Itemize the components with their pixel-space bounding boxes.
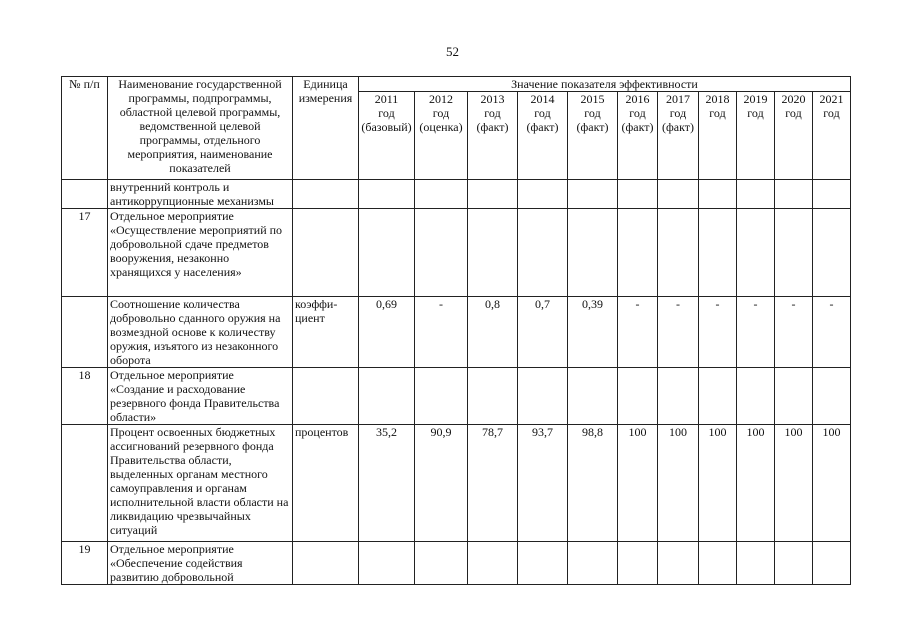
header-name: Наименование государственной программы, подпрограммы, областной целевой программы, ведомственной целевой программы, отдельного мероприятия, наименование показателей [108, 77, 293, 180]
row-value-2013 [468, 180, 518, 209]
row-value-2019 [737, 368, 775, 425]
row-value-2011 [359, 209, 415, 297]
row-name: Процент освоенных бюджетных ассигнований резервного фонда Правительства области, выделенных органам местного самоуправления и органам исполнительной власти области на ликвидацию чрезвычайных ситуаций [108, 425, 293, 542]
row-num [62, 425, 108, 542]
row-value-2015: 0,39 [568, 297, 618, 368]
header-year-2013 [468, 92, 518, 180]
row-value-2020 [775, 542, 813, 585]
header-year-l1: год [629, 106, 646, 120]
header-year-2017 [658, 92, 699, 180]
header-year-2021 [813, 92, 851, 180]
row-value-2017: 100 [658, 425, 699, 542]
row-value-2013 [468, 542, 518, 585]
row-value-2018: - [699, 297, 737, 368]
row-num: 17 [62, 209, 108, 297]
row-num: 19 [62, 542, 108, 585]
row-unit [293, 180, 359, 209]
table-row [62, 368, 851, 425]
row-value-2014 [518, 368, 568, 425]
header-year-2019 [737, 92, 775, 180]
row-value-2014 [518, 209, 568, 297]
row-value-2021 [813, 368, 851, 425]
row-value-2018 [699, 542, 737, 585]
header-year-2018 [699, 92, 737, 180]
header-unit: Единица измерения [293, 77, 359, 180]
row-value-2015 [568, 542, 618, 585]
header-year-l2: (факт) [476, 120, 509, 134]
row-value-2020: 100 [775, 425, 813, 542]
row-unit [293, 542, 359, 585]
row-value-2021 [813, 209, 851, 297]
header-year-l1: год [378, 106, 395, 120]
row-unit: процентов [293, 425, 359, 542]
row-value-2015: 98,8 [568, 425, 618, 542]
row-value-2012 [415, 209, 468, 297]
row-value-2012 [415, 368, 468, 425]
header-group: Значение показателя эффективности [359, 77, 851, 92]
row-value-2018 [699, 368, 737, 425]
row-name: Соотношение количества добровольно сданного оружия на возмездной основе к количеству оружия, изъятого из незаконного оборота [108, 297, 293, 368]
row-name: Отдельное мероприятие «Создание и расходование резервного фонда Правительства области» [108, 368, 293, 425]
header-year-year: 2018 [705, 92, 730, 106]
indicator-table [61, 76, 851, 585]
row-value-2013 [468, 209, 518, 297]
header-year-2020 [775, 92, 813, 180]
row-num [62, 297, 108, 368]
row-value-2015 [568, 180, 618, 209]
header-year-2014 [518, 92, 568, 180]
table-row [62, 542, 851, 585]
header-year-2011 [359, 92, 415, 180]
row-name: Отдельное мероприятие «Осуществление мероприятий по добровольной сдаче предметов вооружения, незаконно хранящихся у населения» [108, 209, 293, 297]
header-year-l2: (факт) [621, 120, 654, 134]
row-value-2019 [737, 542, 775, 585]
row-value-2018: 100 [699, 425, 737, 542]
row-value-2021 [813, 542, 851, 585]
row-value-2021: 100 [813, 425, 851, 542]
row-num [62, 180, 108, 209]
table-row [62, 297, 851, 368]
header-year-l1: год [534, 106, 551, 120]
row-value-2019 [737, 180, 775, 209]
row-value-2011 [359, 368, 415, 425]
header-year-year: 2016 [625, 92, 650, 106]
row-value-2011 [359, 542, 415, 585]
header-year-year: 2012 [429, 92, 453, 106]
header-year-2016 [618, 92, 658, 180]
row-value-2012: - [415, 297, 468, 368]
row-value-2019: 100 [737, 425, 775, 542]
row-value-2011: 0,69 [359, 297, 415, 368]
row-value-2017: - [658, 297, 699, 368]
row-value-2014: 93,7 [518, 425, 568, 542]
row-value-2020 [775, 368, 813, 425]
row-value-2020: - [775, 297, 813, 368]
row-value-2016 [618, 209, 658, 297]
row-value-2017 [658, 180, 699, 209]
row-value-2016: 100 [618, 425, 658, 542]
row-value-2016 [618, 542, 658, 585]
row-value-2011 [359, 180, 415, 209]
header-year-year: 2017 [666, 92, 690, 106]
row-value-2019 [737, 209, 775, 297]
row-value-2016: - [618, 297, 658, 368]
row-value-2012 [415, 180, 468, 209]
header-year-l1: год [432, 106, 450, 120]
row-unit: коэффи-циент [293, 297, 359, 368]
header-year-l1: год [484, 106, 501, 120]
page-number: 52 [446, 44, 459, 59]
row-value-2016 [618, 368, 658, 425]
header-year-l2: (факт) [526, 120, 559, 134]
row-value-2014: 0,7 [518, 297, 568, 368]
header-year-l2: (оценка) [419, 120, 463, 134]
table-row [62, 180, 851, 209]
row-value-2020 [775, 180, 813, 209]
row-value-2014 [518, 542, 568, 585]
header-year-l1: год [709, 106, 726, 120]
row-name: внутренний контроль и антикоррупционные механизмы [108, 180, 293, 209]
row-value-2012 [415, 542, 468, 585]
row-value-2015 [568, 209, 618, 297]
header-year-year: 2019 [743, 92, 768, 106]
header-row-1 [62, 77, 851, 92]
header-year-l1: год [823, 106, 840, 120]
table-body [62, 180, 851, 585]
row-value-2017 [658, 209, 699, 297]
row-value-2014 [518, 180, 568, 209]
header-year-l2: (факт) [661, 120, 694, 134]
header-year-year: 2013 [480, 92, 505, 106]
row-value-2020 [775, 209, 813, 297]
header-year-l1: год [785, 106, 802, 120]
row-value-2019: - [737, 297, 775, 368]
header-year-year: 2011 [374, 92, 399, 106]
row-value-2018 [699, 180, 737, 209]
header-year-year: 2015 [580, 92, 605, 106]
row-value-2018 [699, 209, 737, 297]
header-num: № п/п [62, 77, 108, 180]
row-unit [293, 368, 359, 425]
header-year-year: 2014 [530, 92, 555, 106]
row-num: 18 [62, 368, 108, 425]
header-year-l1: год [669, 106, 687, 120]
row-name: Отдельное мероприятие «Обеспечение содействия развитию добровольной [108, 542, 293, 585]
header-year-l2: (базовый) [361, 120, 412, 134]
row-value-2017 [658, 368, 699, 425]
header-year-l1: год [747, 106, 764, 120]
row-value-2013: 78,7 [468, 425, 518, 542]
row-value-2013: 0,8 [468, 297, 518, 368]
header-year-year: 2021 [819, 92, 844, 106]
table-row [62, 209, 851, 297]
row-value-2017 [658, 542, 699, 585]
row-value-2015 [568, 368, 618, 425]
header-year-l1: год [584, 106, 601, 120]
row-unit [293, 209, 359, 297]
row-value-2016 [618, 180, 658, 209]
row-value-2021: - [813, 297, 851, 368]
row-value-2013 [468, 368, 518, 425]
header-year-l2: (факт) [576, 120, 609, 134]
header-year-year: 2020 [781, 92, 806, 106]
row-value-2021 [813, 180, 851, 209]
table-row [62, 425, 851, 542]
row-value-2011: 35,2 [359, 425, 415, 542]
header-year-2012 [415, 92, 468, 180]
row-value-2012: 90,9 [415, 425, 468, 542]
header-year-2015 [568, 92, 618, 180]
